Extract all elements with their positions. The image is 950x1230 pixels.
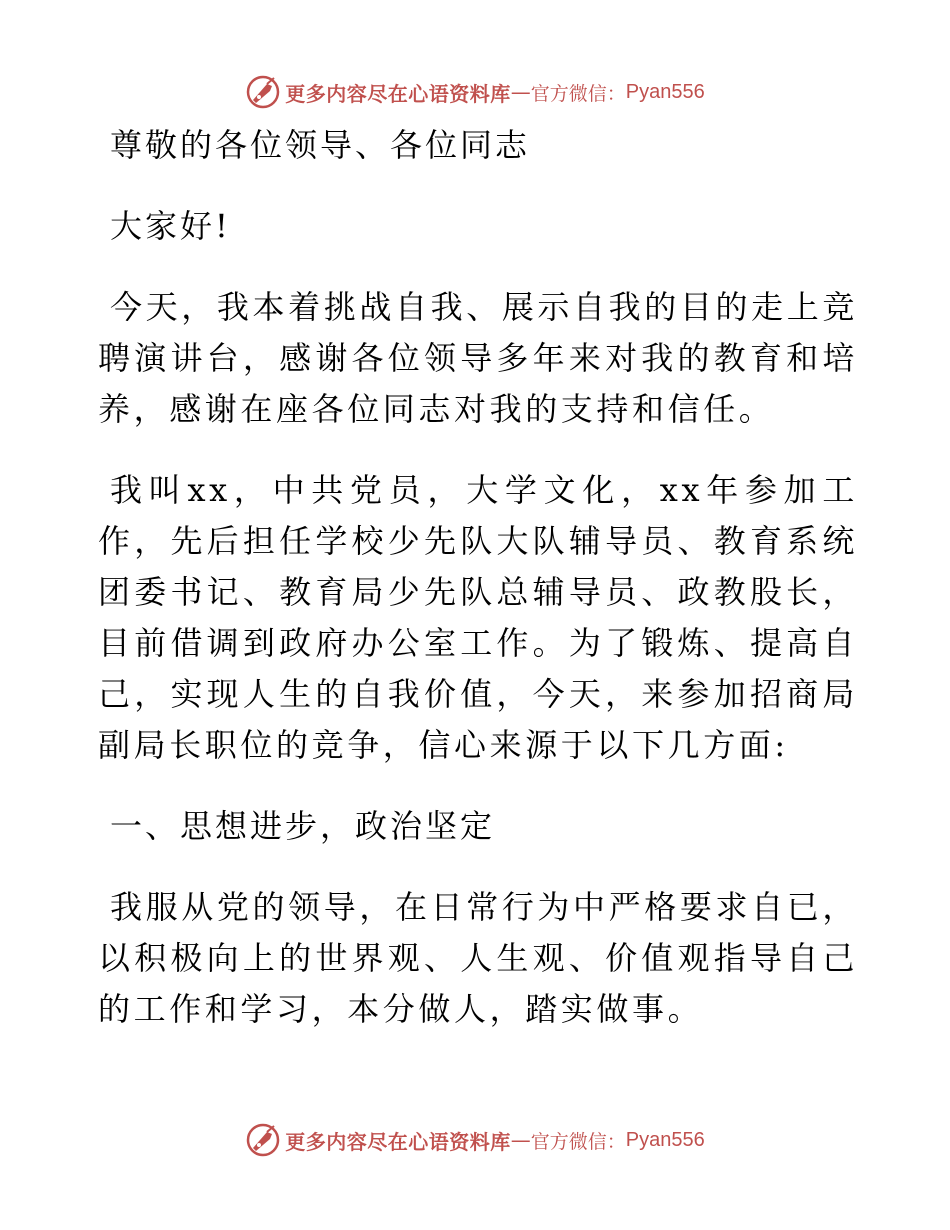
banner-wechat-label: 官方微信： — [530, 82, 626, 105]
banner-wechat-label: 官方微信： — [530, 1130, 626, 1153]
banner-main-text: 更多内容尽在心语资料库 — [285, 81, 511, 106]
paragraph-background: 我叫xx，中共党员，大学文化，xx年参加工作，先后担任学校少先队大队辅导员、教育系统团委书记、教育局少先队总辅导员、政教股长，目前借调到政府办公室工作。为了锻炼、提高自己，实现人生的自我价值，今天，来参加招商局副局长职位的竞争，信心来源于以下几方面: — [98, 471, 858, 764]
paragraph-intro: 今天，我本着挑战自我、展示自我的目的走上竞聘演讲台，感谢各位领导多年来对我的教育和培养，感谢在座各位同志对我的支持和信任。 — [98, 288, 858, 428]
header-banner — [0, 72, 950, 112]
section-heading-1: 一、思想进步，政治坚定 — [110, 807, 496, 845]
speech-body — [98, 120, 858, 1065]
paragraph-section-1: 我服从党的领导，在日常行为中严格要求自已，以积极向上的世界观、人生观、价值观指导自己的工作和学习，本分做人，踏实做事。 — [98, 888, 858, 1028]
fountain-pen-logo-icon — [245, 74, 281, 110]
banner-separator: — — [510, 80, 531, 104]
salutation: 尊敬的各位领导、各位同志 — [110, 126, 531, 164]
fountain-pen-logo-icon — [245, 1122, 281, 1158]
banner-wechat-id: Pyan556 — [625, 80, 705, 103]
greeting: 大家好! — [110, 207, 231, 245]
banner-separator: — — [510, 1128, 531, 1152]
banner-main-text: 更多内容尽在心语资料库 — [285, 1129, 511, 1154]
footer-banner — [0, 1120, 950, 1160]
banner-wechat-id: Pyan556 — [625, 1128, 705, 1151]
